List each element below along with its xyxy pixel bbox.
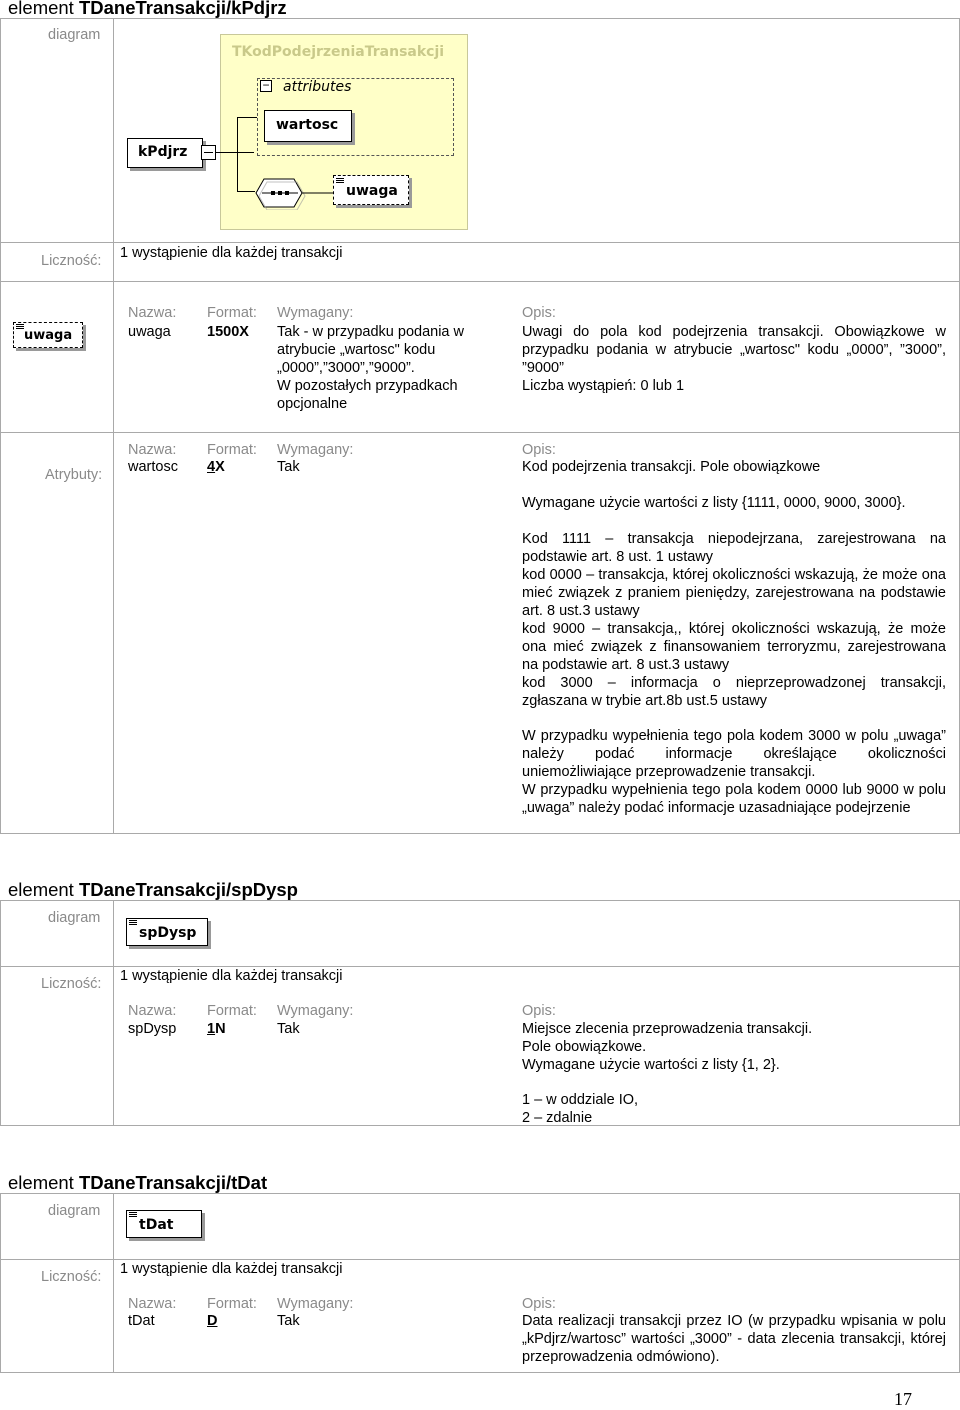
attr-format — [207, 458, 225, 476]
sequence-compositor-icon — [254, 176, 336, 210]
col-format: Format: — [207, 1003, 257, 1019]
connector-line — [237, 191, 255, 192]
element-tdat-label: tDat — [139, 1217, 174, 1233]
child-nazwa: uwaga — [128, 324, 171, 340]
diagram-label: diagram — [48, 27, 101, 43]
divider — [0, 1259, 960, 1260]
documentation-icon — [129, 1212, 137, 1218]
col-nazwa: Nazwa: — [128, 1296, 177, 1312]
section-heading — [8, 0, 287, 19]
heading-path: TDaneTransakcji/spDysp — [78, 879, 298, 900]
licznosc-value: 1 wystąpienie dla każdej transakcji — [120, 968, 343, 984]
col-nazwa: Nazwa: — [128, 305, 177, 321]
format-first: 1 — [207, 1021, 216, 1037]
documentation-icon — [16, 324, 24, 330]
format-first: 4 — [207, 459, 216, 475]
spdysp-opis — [522, 1020, 812, 1074]
heading-prefix: element — [8, 0, 79, 18]
tdat-nazwa: tDat — [128, 1313, 155, 1329]
heading-prefix: element — [8, 879, 79, 900]
child-opis: Uwagi do pola kod podejrzenia transakcji. Obowiązkowe w przypadku podania w atrybucie „wartosc" kodu „0000”, ”3000”, ”9000” — [522, 324, 946, 376]
opis-line: 1 – w oddziale IO, — [522, 1092, 639, 1108]
divider — [113, 18, 114, 834]
child-icon-label: uwaga — [24, 328, 73, 343]
wymagany-line: Tak - w przypadku podania w — [277, 324, 464, 340]
licznosc-label: Liczność: — [41, 976, 102, 992]
documentation-icon — [336, 178, 344, 184]
child-uwaga-box[interactable] — [333, 175, 409, 205]
element-tdat-box[interactable] — [126, 1210, 202, 1238]
tdat-format: D — [207, 1313, 218, 1329]
element-spdysp-box[interactable] — [126, 918, 208, 946]
tdat-opis: Data realizacji transakcji przez IO (w przypadku wpisania w polu „kPdjrz/wartosc” wartości „3000” - data zlecenia transakcji, której przeprowadzenia odmówiono). — [522, 1313, 946, 1365]
col-opis: Opis: — [522, 1296, 556, 1312]
heading-path: TDaneTransakcji/kPdjrz — [78, 0, 287, 18]
col-wymagany: Wymagany: — [277, 1296, 354, 1312]
attr-opis-p2: Kod 1111 – transakcja niepodejrzana, zarejestrowana na podstawie art. 8 ust. 1 ustawy — [522, 531, 946, 565]
child-format: 1500X — [207, 324, 249, 340]
licznosc-value: 1 wystąpienie dla każdej transakcji — [120, 245, 343, 261]
child-wymagany — [277, 323, 517, 413]
type-name: TKodPodejrzeniaTransakcji — [232, 44, 445, 60]
divider — [0, 432, 960, 433]
attr-opis-p3: kod 0000 – transakcja, której okoliczności wskazują, że może ona mieć związek z praniem pieniędzy, zarejestrowana na podstawie art. 8 ust.3 ustawy — [522, 567, 946, 619]
element-kpdjrz-box[interactable]: kPdjrz — [127, 138, 203, 168]
child-opis-count: Liczba wystąpień: 0 lub 1 — [522, 378, 685, 394]
connector-line — [216, 152, 254, 153]
element-spdysp-label: spDysp — [139, 925, 197, 941]
divider — [0, 966, 960, 967]
opis-line: Miejsce zlecenia przeprowadzenia transakcji. — [522, 1021, 813, 1037]
wymagany-line: W pozostałych przypadkach — [277, 378, 458, 394]
col-format: Format: — [207, 442, 257, 458]
divider — [113, 900, 114, 1126]
divider — [113, 1193, 114, 1373]
col-wymagany: Wymagany: — [277, 305, 354, 321]
documentation-icon — [129, 920, 137, 926]
divider — [0, 281, 960, 282]
attr-opis-p4: kod 9000 – transakcja,, której okoliczności wskazują, że może ona mieć związek z finansowaniem terroryzmu, zarejestrowana na podstawie art. 8 ust.3 ustawy — [522, 621, 946, 673]
licznosc-label: Liczność: — [41, 253, 102, 269]
format-rest: X — [215, 459, 225, 475]
spdysp-format — [207, 1020, 226, 1038]
connector-line — [237, 117, 257, 118]
diagram-label: diagram — [48, 1203, 101, 1219]
attr-nazwa: wartosc — [128, 459, 178, 475]
licznosc-label: Liczność: — [41, 1269, 102, 1285]
attr-wymagany: Tak — [277, 459, 300, 475]
attributes-label: attributes — [283, 79, 352, 95]
child-uwaga-label: uwaga — [346, 183, 398, 199]
attr-opis-p7: W przypadku wypełnienia tego pola kodem 0000 lub 9000 w polu „uwaga” należy podać informacje uzasadniające podejrzenie — [522, 782, 946, 816]
col-opis: Opis: — [522, 305, 556, 321]
attribute-wartosc-box[interactable]: wartosc — [264, 110, 352, 142]
expand-icon[interactable] — [201, 145, 216, 160]
page-number: 17 — [894, 1389, 912, 1409]
wymagany-line: „0000”,”3000”,”9000”. — [277, 360, 415, 376]
col-wymagany: Wymagany: — [277, 1003, 354, 1019]
attr-opis-p6: W przypadku wypełnienia tego pola kodem 3000 w polu „uwaga” należy podać informacje określające okoliczności uniemożliwiające przeprowadzenie transakcji. — [522, 728, 946, 780]
col-opis: Opis: — [522, 1003, 556, 1019]
section-heading — [8, 879, 298, 901]
child-icon-box — [13, 322, 83, 348]
col-opis: Opis: — [522, 442, 556, 458]
spdysp-nazwa: spDysp — [128, 1021, 177, 1037]
col-format: Format: — [207, 305, 257, 321]
spdysp-opis-values — [522, 1091, 638, 1127]
heading-path: TDaneTransakcji/tDat — [78, 1172, 268, 1193]
diagram-label: diagram — [48, 910, 101, 926]
collapse-icon[interactable]: − — [260, 80, 272, 92]
heading-prefix: element — [8, 1172, 79, 1193]
licznosc-value: 1 wystąpienie dla każdej transakcji — [120, 1261, 343, 1277]
col-nazwa: Nazwa: — [128, 1003, 177, 1019]
col-format: Format: — [207, 1296, 257, 1312]
wymagany-line: atrybucie „wartosc" kodu — [277, 342, 436, 358]
tdat-wymagany: Tak — [277, 1313, 300, 1329]
attr-opis-p0: Kod podejrzenia transakcji. Pole obowiązkowe — [522, 459, 821, 475]
divider — [0, 242, 960, 243]
opis-line: Wymagane użycie wartości z listy {1, 2}. — [522, 1057, 780, 1073]
attr-opis-p1: Wymagane użycie wartości z listy {1111, 0000, 9000, 3000}. — [522, 495, 906, 511]
spdysp-wymagany: Tak — [277, 1021, 300, 1037]
section-heading — [8, 1172, 267, 1194]
atrybuty-label: Atrybuty: — [45, 467, 103, 483]
opis-line: 2 – zdalnie — [522, 1110, 593, 1126]
opis-line: Pole obowiązkowe. — [522, 1039, 647, 1055]
format-rest: N — [215, 1021, 226, 1037]
col-wymagany: Wymagany: — [277, 442, 354, 458]
col-nazwa: Nazwa: — [128, 442, 177, 458]
connector-line — [237, 117, 238, 192]
wymagany-line: opcjonalne — [277, 396, 348, 412]
attr-opis-p5: kod 3000 – informacja o nieprzeprowadzonej transakcji, zgłaszana w trybie art.8b ust.5 ustawy — [522, 675, 946, 709]
